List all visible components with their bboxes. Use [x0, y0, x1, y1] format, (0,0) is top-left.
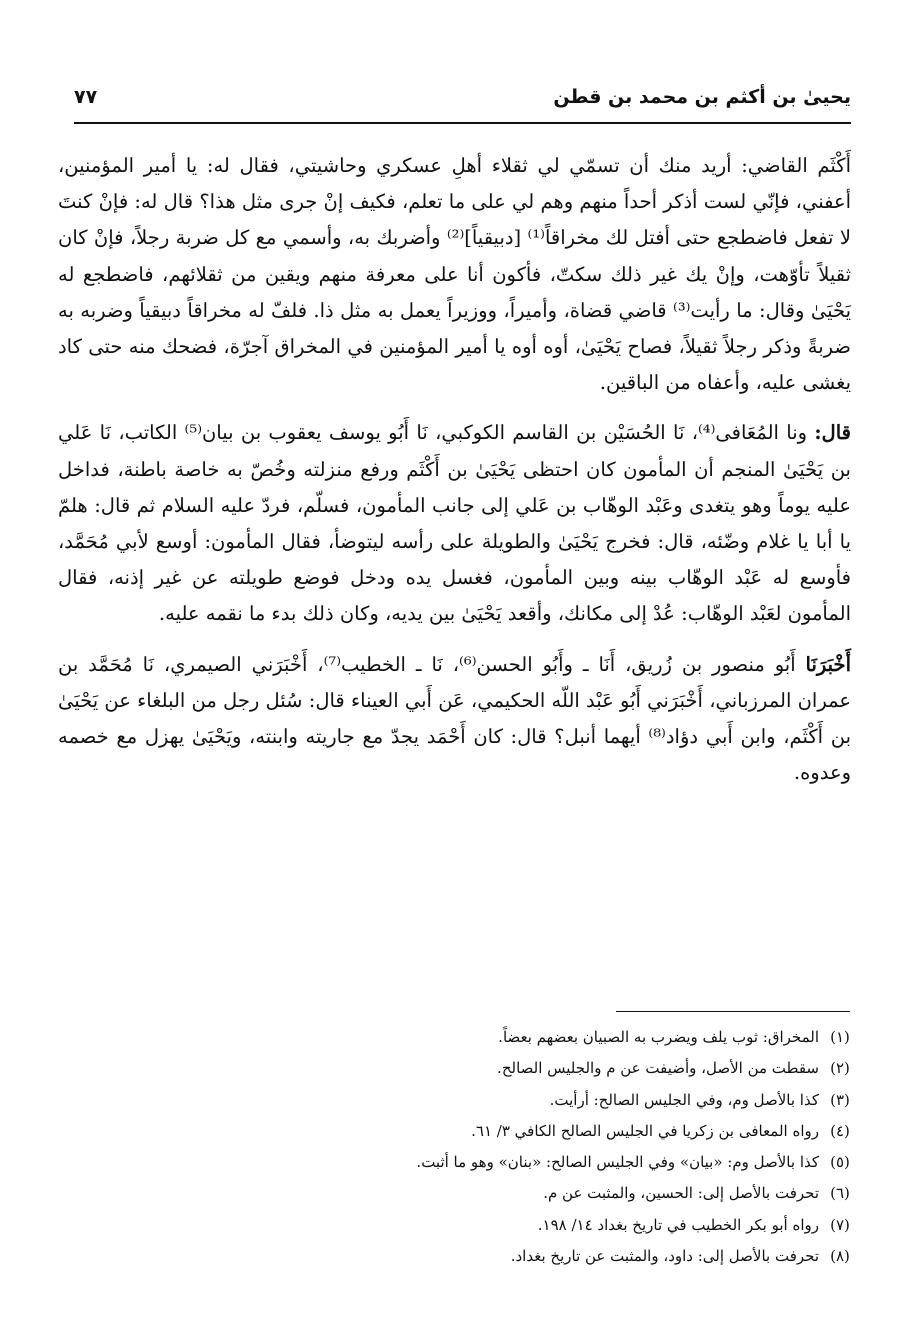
footnote-text: تحرفت بالأصل إلى: داود، والمثبت عن تاريخ بغداد.	[510, 1247, 819, 1266]
footnote-text: تحرفت بالأصل إلى: الحسين، والمثبت عن م.	[543, 1184, 819, 1203]
footnote-number: (١)	[830, 1028, 850, 1046]
footnote	[200, 1053, 851, 1084]
footnote	[200, 1022, 851, 1053]
paragraph	[58, 148, 851, 401]
footnote-number: (٦)	[830, 1184, 850, 1203]
page-header	[74, 86, 851, 120]
paragraph-lead: أَخْبَرَنَا	[805, 652, 852, 676]
main-text	[58, 148, 851, 791]
footnote-number: (٤)	[830, 1121, 850, 1140]
paragraph	[58, 415, 851, 632]
footnote-number: (٨)	[830, 1247, 850, 1266]
paragraph	[58, 647, 851, 792]
footnote-number: (٣)	[830, 1090, 850, 1109]
footnote-text: رواه أبو بكر الخطيب في تاريخ بغداد ١٤/ ١٩٨.	[537, 1215, 819, 1234]
footnote-rule	[616, 1011, 850, 1012]
footnote-number: (٧)	[830, 1215, 850, 1234]
paragraph-lead: قال:	[814, 421, 851, 445]
footnote-text: المخراق: ثوب يلف ويضرب به الصبيان بعضهم بعضاً.	[498, 1028, 819, 1046]
footnote-number: (٥)	[830, 1153, 850, 1172]
footnote-number: (٢)	[830, 1059, 850, 1078]
paragraph-text: أَبُو منصور بن زُريق، أَنَا ـ وأَبُو الحسن⁽⁶⁾، نَا ـ الخطيب⁽⁷⁾، أَخْبَرَني الصيمري، نَا مُحَمَّد بن عمران المرزباني، أَخْبَرَني أَبُو عَبْد اللّه الحكيمي، عَن أَبي العيناء قال: سُئل رجل من البلغاء عن يَحْيَىٰ بن أَكْثَم، وابن أَبي دؤاد⁽⁸⁾ أيهما أنبل؟ قال: كان أَحْمَد يجدّ مع جاريته وابنته، ويَحْيَىٰ يهزل مع خصمه وعدوه.	[58, 652, 851, 785]
footnote-text: كذا بالأصل وم، وفي الجليس الصالح: أرأيت.	[549, 1090, 819, 1109]
page-number: ٧٧	[74, 86, 98, 108]
paragraph-text: أَكْثَم القاضي: أريد منك أن تسمّي لي ثقلاء أهلِ عسكري وحاشيتي، فقال له: يا أمير المؤمنين، أعفني، فإنّي لست أذكر أحداً منهم وهم لي على ما تعلم، فكيف إنْ جرى مثل هذا؟ قال له: فإنْ كنتَ لا تفعل فاضطجع حتى أفتل لك مخراقاً⁽¹⁾ [دبيقياً]⁽²⁾ وأضربك به، وأسمي مع كل ضربة رجلاً، فإنْ كان ثقيلاً تأوّهت، وإنْ يك غير ذلك سكتّ، فأكون أنا على معرفة منهم ويقين من ثقلائهم، فاضطجع له يَحْيَىٰ وقال: ما رأيت⁽³⁾ قاضي قضاة، وأميراً، ووزيراً يعمل به مثل ذا. فلفّ له مخراقاً دبيقياً وضربه به ضربةً وذكر رجلاً ثقيلاً، فصاح يَحْيَىٰ، أوه أوه يا أمير المؤمنين في المخراق آجرّة، فضحك منه حتى كاد يغشى عليه، وأعفاه من الباقين.	[58, 154, 851, 395]
footnote	[200, 1116, 851, 1147]
footnotes	[200, 1022, 851, 1272]
header-rule	[74, 122, 851, 124]
footnote	[200, 1178, 851, 1209]
footnote-text: رواه المعافى بن زكريا في الجليس الصالح الكافي ٣/ ٦١.	[471, 1121, 819, 1140]
footnote-text: كذا بالأصل وم: «بيان» وفي الجليس الصالح: «بنان» وهو ما أثبت.	[416, 1153, 819, 1172]
footnote	[200, 1210, 851, 1241]
paragraph-text: ونا المُعَافى⁽⁴⁾، نَا الحُسَيْن بن القاسم الكوكبي، نَا أَبُو يوسف يعقوب بن بيان⁽⁵⁾ الكاتب، نَا عَلي بن يَحْيَىٰ المنجم أن المأمون كان احتظى يَحْيَىٰ بن أَكْثَم ورفع منزلته وخُصّ به خاصة باطنة، فداخل عليه يوماً وهو يتغدى وعَبْد الوهّاب بن عَلي إلى جانب المأمون، فسلّم، فردّ عليه السلام ثم قال: هلمّ يا أبا يا غلام وضّئه، قال: فخرج يَحْيَىٰ والطويلة على رأسه ليتوضأ، فقال المأمون: أوسع لأبي مُحَمَّد، فأوسع له عَبْد الوهّاب بينه وبين المأمون، فغسل يده ودخل فوضع طويلته عن غير إذنه، فقال المأمون لعَبْد الوهّاب: عُدْ إلى مكانك، وأقعد يَحْيَىٰ بين يديه، وكان ذلك بدء ما نقمه عليه.	[58, 421, 851, 626]
footnote	[200, 1085, 851, 1116]
footnote	[200, 1241, 851, 1272]
footnote-text: سقطت من الأصل، وأضيفت عن م والجليس الصالح.	[497, 1059, 819, 1078]
running-title: يحيىٰ بن أكثم بن محمد بن قطن	[553, 86, 851, 108]
footnote	[200, 1147, 851, 1178]
